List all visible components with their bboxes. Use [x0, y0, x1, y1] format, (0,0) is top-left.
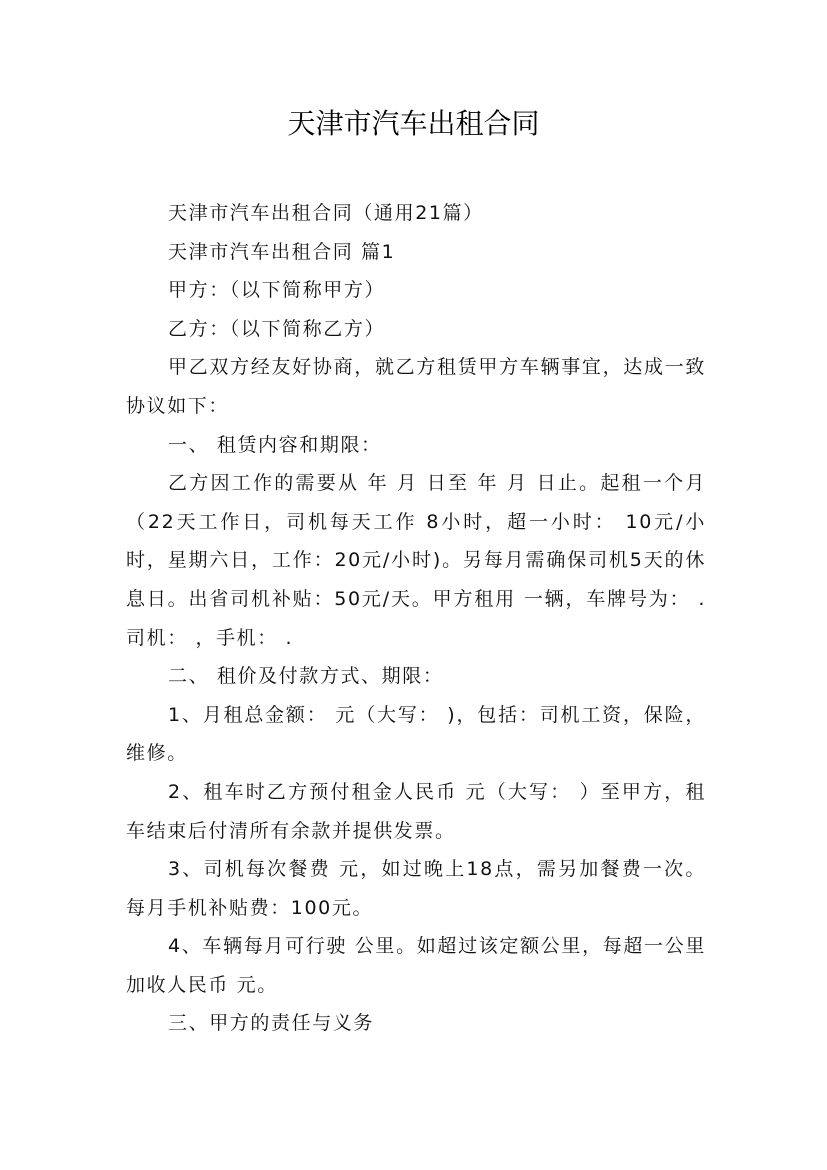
- section-heading-1: 一、 租赁内容和期限：: [168, 433, 382, 456]
- section-heading-3: 三、甲方的责任与义务: [168, 1012, 375, 1035]
- clause-2: 2、租车时乙方预付租金人民币 元（大写： ）至甲方，租车结束后付清所有余款并提供发票。: [126, 780, 706, 842]
- document-body: [126, 194, 706, 1043]
- clause-4: 4、车辆每月可行驶 公里。如超过该定额公里，每超一公里加收人民币 元。: [126, 935, 706, 996]
- section-heading-2: 二、 租价及付款方式、期限：: [168, 665, 444, 688]
- clause-1: 1、月租总金额： 元（大写： )，包括：司机工资，保险，维修。: [126, 703, 706, 765]
- paragraph-party-b: 乙方：（以下简称乙方）: [168, 317, 386, 340]
- paragraph-article-heading: 天津市汽车出租合同 篇1: [168, 240, 396, 263]
- clause-3: 3、司机每次餐费 元，如过晚上18点，需另加餐费一次。每月手机补贴费：100元。: [126, 858, 706, 919]
- document-title: 天津市汽车出租合同: [287, 107, 540, 140]
- paragraph-party-a: 甲方：（以下简称甲方）: [168, 279, 386, 302]
- paragraph-preamble: 甲乙双方经友好协商，就乙方租赁甲方车辆事宜，达成一致协议如下：: [126, 356, 706, 417]
- paragraph-lease-terms: 乙方因工作的需要从 年 月 日至 年 月 日止。起租一个月（22天工作日，司机每天工作 8小时，超一小时： 10元/小时，星期六日，工作：20元/小时)。另每月需确保司机5天的休息日。出省司机补贴：50元/天。甲方租用 一辆，车牌号为： .司机： ，手机： .: [126, 472, 706, 649]
- paragraph-subtitle: 天津市汽车出租合同（通用21篇）: [168, 202, 484, 224]
